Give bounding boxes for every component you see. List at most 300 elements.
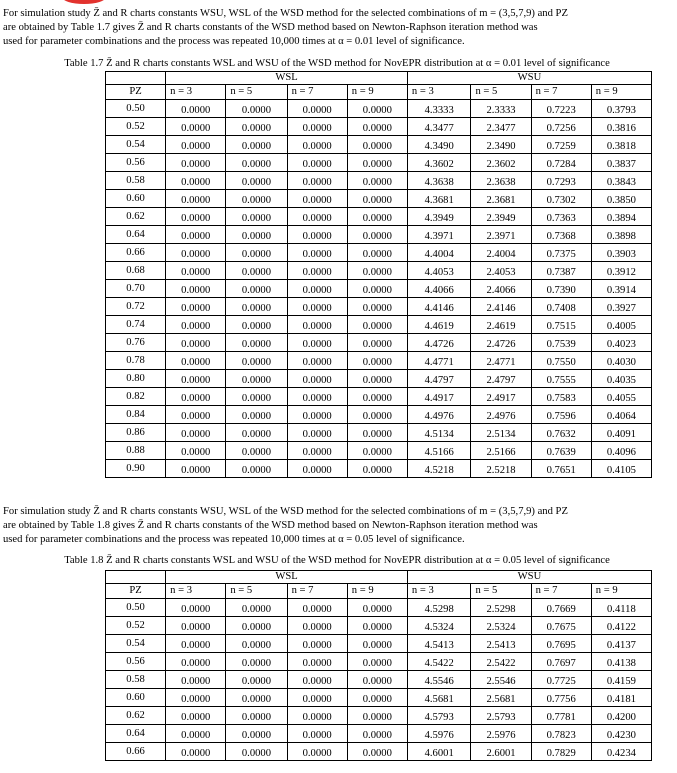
value-cell: 0.4023 — [591, 334, 651, 352]
value-cell: 0.4030 — [591, 352, 651, 370]
value-cell: 2.3638 — [471, 172, 531, 190]
value-cell: 0.0000 — [347, 208, 407, 226]
value-cell: 0.7781 — [531, 707, 591, 725]
value-cell: 4.3602 — [407, 154, 471, 172]
value-cell: 0.0000 — [347, 671, 407, 689]
value-cell: 0.0000 — [347, 118, 407, 136]
value-cell: 0.0000 — [166, 154, 226, 172]
value-cell: 4.3333 — [407, 100, 471, 118]
value-cell: 2.4066 — [471, 280, 531, 298]
value-cell: 0.0000 — [226, 653, 287, 671]
value-cell: 2.4771 — [471, 352, 531, 370]
column-header: n = 5 — [226, 584, 287, 599]
table-row — [106, 262, 652, 280]
value-cell: 0.0000 — [166, 334, 226, 352]
paragraph-line: are obtained by Table 1.8 gives Z̄ and R charts constants of the WSD method based on Newton-Raphson iteration method was — [3, 520, 538, 531]
value-cell: 4.4771 — [407, 352, 471, 370]
value-cell: 0.0000 — [287, 370, 347, 388]
value-cell: 0.7823 — [531, 725, 591, 743]
value-cell: 0.4005 — [591, 316, 651, 334]
value-cell: 0.0000 — [166, 725, 226, 743]
value-cell: 0.0000 — [287, 424, 347, 442]
value-cell: 0.0000 — [287, 460, 347, 478]
value-cell: 0.4122 — [591, 617, 651, 635]
value-cell: 0.0000 — [226, 743, 287, 761]
column-header: n = 5 — [471, 85, 531, 100]
value-cell: 0.0000 — [226, 352, 287, 370]
value-cell: 0.7539 — [531, 334, 591, 352]
value-cell: 0.0000 — [166, 617, 226, 635]
value-cell: 0.0000 — [287, 406, 347, 424]
value-cell: 0.0000 — [347, 689, 407, 707]
value-cell: 2.6001 — [471, 743, 531, 761]
column-header: n = 3 — [407, 85, 471, 100]
value-cell: 2.3477 — [471, 118, 531, 136]
value-cell: 4.4066 — [407, 280, 471, 298]
value-cell: 0.0000 — [287, 244, 347, 262]
value-cell: 0.0000 — [347, 136, 407, 154]
value-cell: 2.3490 — [471, 136, 531, 154]
value-cell: 0.7293 — [531, 172, 591, 190]
value-cell: 2.3971 — [471, 226, 531, 244]
table-row — [106, 689, 652, 707]
value-cell: 0.0000 — [226, 617, 287, 635]
value-cell: 0.4159 — [591, 671, 651, 689]
value-cell: 0.4064 — [591, 406, 651, 424]
value-cell: 0.0000 — [287, 352, 347, 370]
value-cell: 0.7284 — [531, 154, 591, 172]
value-cell: 4.3949 — [407, 208, 471, 226]
table-row — [106, 334, 652, 352]
value-cell: 0.0000 — [226, 100, 287, 118]
value-cell: 0.7669 — [531, 599, 591, 617]
column-header: n = 3 — [407, 584, 471, 599]
value-cell: 0.0000 — [166, 406, 226, 424]
value-cell: 0.0000 — [347, 653, 407, 671]
table-row — [106, 226, 652, 244]
value-cell: 0.7555 — [531, 370, 591, 388]
column-header: n = 9 — [347, 85, 407, 100]
value-cell: 0.0000 — [226, 190, 287, 208]
value-cell: 2.5166 — [471, 442, 531, 460]
data-table — [105, 71, 652, 478]
value-cell: 0.7408 — [531, 298, 591, 316]
value-cell: 0.0000 — [166, 352, 226, 370]
value-cell: 4.4146 — [407, 298, 471, 316]
group-header-wsu: WSU — [407, 571, 651, 584]
table-row — [106, 617, 652, 635]
pz-cell: 0.58 — [106, 671, 166, 689]
table-row — [106, 388, 652, 406]
value-cell: 0.0000 — [226, 442, 287, 460]
value-cell: 0.7639 — [531, 442, 591, 460]
value-cell: 2.3333 — [471, 100, 531, 118]
pz-cell: 0.58 — [106, 172, 166, 190]
table-row — [106, 725, 652, 743]
value-cell: 0.3818 — [591, 136, 651, 154]
pz-cell: 0.54 — [106, 136, 166, 154]
column-header: n = 9 — [591, 85, 651, 100]
value-cell: 2.5976 — [471, 725, 531, 743]
table-row — [106, 136, 652, 154]
value-cell: 0.0000 — [287, 208, 347, 226]
value-cell: 0.0000 — [166, 208, 226, 226]
value-cell: 0.0000 — [287, 280, 347, 298]
value-cell: 0.0000 — [287, 442, 347, 460]
pz-cell: 0.76 — [106, 334, 166, 352]
value-cell: 0.4118 — [591, 599, 651, 617]
value-cell: 4.5976 — [407, 725, 471, 743]
column-header: n = 7 — [287, 85, 347, 100]
value-cell: 0.7675 — [531, 617, 591, 635]
value-cell: 0.0000 — [347, 635, 407, 653]
value-cell: 0.0000 — [226, 689, 287, 707]
value-cell: 0.0000 — [166, 460, 226, 478]
value-cell: 2.5793 — [471, 707, 531, 725]
value-cell: 0.4234 — [591, 743, 651, 761]
value-cell: 0.0000 — [226, 370, 287, 388]
pz-cell: 0.60 — [106, 689, 166, 707]
value-cell: 4.4797 — [407, 370, 471, 388]
value-cell: 0.7632 — [531, 424, 591, 442]
value-cell: 0.7368 — [531, 226, 591, 244]
value-cell: 0.0000 — [166, 118, 226, 136]
table-row — [106, 707, 652, 725]
value-cell: 4.6001 — [407, 743, 471, 761]
value-cell: 0.0000 — [287, 226, 347, 244]
table-row — [106, 406, 652, 424]
pz-cell: 0.66 — [106, 743, 166, 761]
value-cell: 0.7550 — [531, 352, 591, 370]
value-cell: 0.3914 — [591, 280, 651, 298]
value-cell: 4.3681 — [407, 190, 471, 208]
value-cell: 2.3602 — [471, 154, 531, 172]
value-cell: 0.0000 — [226, 118, 287, 136]
table-row — [106, 599, 652, 617]
value-cell: 0.0000 — [226, 262, 287, 280]
value-cell: 0.0000 — [226, 707, 287, 725]
value-cell: 0.0000 — [287, 118, 347, 136]
column-header: n = 7 — [531, 85, 591, 100]
pz-cell: 0.80 — [106, 370, 166, 388]
value-cell: 0.0000 — [226, 635, 287, 653]
value-cell: 4.4619 — [407, 316, 471, 334]
value-cell: 0.0000 — [287, 689, 347, 707]
table-row — [106, 460, 652, 478]
table-row — [106, 424, 652, 442]
value-cell: 0.0000 — [347, 334, 407, 352]
value-cell: 0.0000 — [287, 172, 347, 190]
value-cell: 0.7725 — [531, 671, 591, 689]
value-cell: 2.4053 — [471, 262, 531, 280]
value-cell: 0.0000 — [287, 653, 347, 671]
pz-cell: 0.56 — [106, 653, 166, 671]
value-cell: 0.0000 — [166, 743, 226, 761]
value-cell: 0.0000 — [166, 635, 226, 653]
value-cell: 0.3898 — [591, 226, 651, 244]
table-row — [106, 208, 652, 226]
value-cell: 0.7756 — [531, 689, 591, 707]
value-cell: 0.7515 — [531, 316, 591, 334]
value-cell: 2.5324 — [471, 617, 531, 635]
value-cell: 0.0000 — [287, 725, 347, 743]
value-cell: 0.0000 — [287, 671, 347, 689]
value-cell: 0.7387 — [531, 262, 591, 280]
column-header: n = 7 — [531, 584, 591, 599]
pz-cell: 0.74 — [106, 316, 166, 334]
paragraph-line: are obtained by Table 1.7 gives Z̄ and R charts constants of the WSD method based on Newton-Raphson iteration method was — [3, 22, 538, 33]
value-cell: 0.0000 — [287, 743, 347, 761]
value-cell: 2.5422 — [471, 653, 531, 671]
table-row — [106, 370, 652, 388]
table-row — [106, 442, 652, 460]
column-header: PZ — [106, 85, 166, 100]
corner-cell — [106, 72, 166, 85]
value-cell: 0.7695 — [531, 635, 591, 653]
value-cell: 0.4105 — [591, 460, 651, 478]
value-cell: 0.7697 — [531, 653, 591, 671]
value-cell: 0.0000 — [347, 352, 407, 370]
value-cell: 0.7651 — [531, 460, 591, 478]
value-cell: 0.0000 — [166, 190, 226, 208]
value-cell: 4.4726 — [407, 334, 471, 352]
value-cell: 0.0000 — [166, 370, 226, 388]
value-cell: 0.0000 — [287, 100, 347, 118]
column-header: n = 5 — [226, 85, 287, 100]
value-cell: 0.0000 — [287, 334, 347, 352]
table-row — [106, 352, 652, 370]
pz-cell: 0.52 — [106, 118, 166, 136]
value-cell: 0.0000 — [226, 208, 287, 226]
table-row — [106, 280, 652, 298]
value-cell: 4.4004 — [407, 244, 471, 262]
value-cell: 0.0000 — [226, 406, 287, 424]
table-row — [106, 635, 652, 653]
value-cell: 2.3949 — [471, 208, 531, 226]
value-cell: 0.4138 — [591, 653, 651, 671]
value-cell: 0.0000 — [226, 388, 287, 406]
table-row — [106, 190, 652, 208]
value-cell: 0.7363 — [531, 208, 591, 226]
column-header: n = 9 — [347, 584, 407, 599]
value-cell: 0.0000 — [347, 298, 407, 316]
column-header: n = 3 — [166, 85, 226, 100]
pz-cell: 0.64 — [106, 725, 166, 743]
value-cell: 4.3638 — [407, 172, 471, 190]
value-cell: 0.0000 — [347, 617, 407, 635]
value-cell: 0.0000 — [166, 100, 226, 118]
group-header-wsl: WSL — [166, 72, 408, 85]
column-header: n = 7 — [287, 584, 347, 599]
value-cell: 0.0000 — [347, 599, 407, 617]
table-row — [106, 671, 652, 689]
value-cell: 0.0000 — [347, 442, 407, 460]
value-cell: 0.0000 — [347, 743, 407, 761]
table-row — [106, 154, 652, 172]
value-cell: 0.0000 — [347, 262, 407, 280]
value-cell: 2.5134 — [471, 424, 531, 442]
value-cell: 0.0000 — [347, 154, 407, 172]
value-cell: 4.5298 — [407, 599, 471, 617]
value-cell: 0.0000 — [226, 599, 287, 617]
value-cell: 0.0000 — [226, 725, 287, 743]
value-cell: 0.4055 — [591, 388, 651, 406]
column-header: n = 5 — [471, 584, 531, 599]
value-cell: 4.5218 — [407, 460, 471, 478]
value-cell: 2.4726 — [471, 334, 531, 352]
value-cell: 4.4976 — [407, 406, 471, 424]
paragraph-table-1-7 — [3, 7, 671, 49]
pz-cell: 0.68 — [106, 262, 166, 280]
value-cell: 0.0000 — [166, 316, 226, 334]
pz-cell: 0.84 — [106, 406, 166, 424]
value-cell: 0.7302 — [531, 190, 591, 208]
value-cell: 0.0000 — [226, 172, 287, 190]
value-cell: 0.4091 — [591, 424, 651, 442]
value-cell: 0.0000 — [287, 707, 347, 725]
value-cell: 0.0000 — [226, 226, 287, 244]
value-cell: 0.0000 — [166, 262, 226, 280]
value-cell: 0.0000 — [287, 154, 347, 172]
table-row — [106, 653, 652, 671]
value-cell: 4.3971 — [407, 226, 471, 244]
value-cell: 2.5298 — [471, 599, 531, 617]
value-cell: 4.5166 — [407, 442, 471, 460]
value-cell: 0.0000 — [166, 136, 226, 154]
value-cell: 0.0000 — [287, 617, 347, 635]
table-row — [106, 298, 652, 316]
value-cell: 0.7256 — [531, 118, 591, 136]
value-cell: 4.5681 — [407, 689, 471, 707]
value-cell: 0.0000 — [226, 424, 287, 442]
value-cell: 0.0000 — [166, 388, 226, 406]
value-cell: 2.4917 — [471, 388, 531, 406]
value-cell: 2.5413 — [471, 635, 531, 653]
value-cell: 0.0000 — [287, 136, 347, 154]
value-cell: 4.4053 — [407, 262, 471, 280]
pz-cell: 0.60 — [106, 190, 166, 208]
value-cell: 0.7259 — [531, 136, 591, 154]
value-cell: 0.7583 — [531, 388, 591, 406]
value-cell: 2.4004 — [471, 244, 531, 262]
value-cell: 0.4200 — [591, 707, 651, 725]
value-cell: 0.0000 — [226, 334, 287, 352]
value-cell: 4.5546 — [407, 671, 471, 689]
group-header-wsl: WSL — [166, 571, 408, 584]
pz-cell: 0.62 — [106, 208, 166, 226]
value-cell: 0.0000 — [226, 154, 287, 172]
value-cell: 0.0000 — [287, 190, 347, 208]
paragraph-line: For simulation study Z̄ and R charts constants WSU, WSL of the WSD method for the selected combinations of m = (3,5,7,9) and PZ — [3, 8, 568, 19]
value-cell: 0.0000 — [166, 671, 226, 689]
value-cell: 0.0000 — [287, 635, 347, 653]
table-row — [106, 316, 652, 334]
table-row — [106, 244, 652, 262]
value-cell: 4.4917 — [407, 388, 471, 406]
value-cell: 0.0000 — [347, 388, 407, 406]
pz-cell: 0.50 — [106, 100, 166, 118]
value-cell: 0.0000 — [347, 226, 407, 244]
value-cell: 0.3816 — [591, 118, 651, 136]
value-cell: 0.0000 — [166, 599, 226, 617]
value-cell: 0.7596 — [531, 406, 591, 424]
value-cell: 0.0000 — [347, 316, 407, 334]
value-cell: 2.5546 — [471, 671, 531, 689]
value-cell: 0.0000 — [226, 460, 287, 478]
value-cell: 0.0000 — [166, 244, 226, 262]
value-cell: 4.5134 — [407, 424, 471, 442]
table-row — [106, 118, 652, 136]
paragraph-line: used for parameter combinations and the process was repeated 10,000 times at α = 0.05 level of significance. — [3, 534, 465, 545]
table-row — [106, 100, 652, 118]
value-cell: 0.4096 — [591, 442, 651, 460]
value-cell: 0.4137 — [591, 635, 651, 653]
value-cell: 0.0000 — [347, 707, 407, 725]
pz-cell: 0.52 — [106, 617, 166, 635]
value-cell: 2.4619 — [471, 316, 531, 334]
value-cell: 0.0000 — [226, 316, 287, 334]
value-cell: 0.3927 — [591, 298, 651, 316]
value-cell: 0.4035 — [591, 370, 651, 388]
value-cell: 0.3843 — [591, 172, 651, 190]
value-cell: 0.3793 — [591, 100, 651, 118]
value-cell: 4.5324 — [407, 617, 471, 635]
value-cell: 4.5793 — [407, 707, 471, 725]
value-cell: 0.4230 — [591, 725, 651, 743]
pz-cell: 0.62 — [106, 707, 166, 725]
pz-cell: 0.56 — [106, 154, 166, 172]
value-cell: 0.0000 — [166, 707, 226, 725]
pz-cell: 0.78 — [106, 352, 166, 370]
value-cell: 0.0000 — [226, 136, 287, 154]
value-cell: 0.0000 — [166, 442, 226, 460]
value-cell: 0.0000 — [226, 244, 287, 262]
value-cell: 4.5413 — [407, 635, 471, 653]
paragraph-table-1-8 — [3, 505, 671, 547]
paragraph-line: For simulation study Z̄ and R charts constants WSU, WSL of the WSD method for the selected combinations of m = (3,5,7,9) and PZ — [3, 506, 568, 517]
value-cell: 4.3490 — [407, 136, 471, 154]
value-cell: 0.0000 — [226, 298, 287, 316]
value-cell: 0.0000 — [166, 689, 226, 707]
pz-cell: 0.54 — [106, 635, 166, 653]
red-highlight-mark — [62, 0, 106, 4]
pz-cell: 0.66 — [106, 244, 166, 262]
value-cell: 0.0000 — [166, 226, 226, 244]
value-cell: 2.5218 — [471, 460, 531, 478]
value-cell: 0.3850 — [591, 190, 651, 208]
value-cell: 0.0000 — [166, 424, 226, 442]
value-cell: 0.7223 — [531, 100, 591, 118]
value-cell: 0.0000 — [287, 316, 347, 334]
value-cell: 2.3681 — [471, 190, 531, 208]
pz-cell: 0.70 — [106, 280, 166, 298]
pz-cell: 0.82 — [106, 388, 166, 406]
value-cell: 0.0000 — [347, 424, 407, 442]
value-cell: 0.0000 — [287, 599, 347, 617]
value-cell: 0.7829 — [531, 743, 591, 761]
column-header: n = 3 — [166, 584, 226, 599]
value-cell: 4.5422 — [407, 653, 471, 671]
value-cell: 0.3912 — [591, 262, 651, 280]
pz-cell: 0.88 — [106, 442, 166, 460]
value-cell: 0.0000 — [347, 190, 407, 208]
value-cell: 0.0000 — [347, 460, 407, 478]
value-cell: 0.0000 — [347, 244, 407, 262]
group-header-wsu: WSU — [407, 72, 651, 85]
value-cell: 0.0000 — [287, 262, 347, 280]
table-caption: Table 1.7 Z̄ and R charts constants WSL and WSU of the WSD method for NovEPR distribution at α = 0.01 level of significance — [64, 58, 610, 69]
pz-cell: 0.50 — [106, 599, 166, 617]
